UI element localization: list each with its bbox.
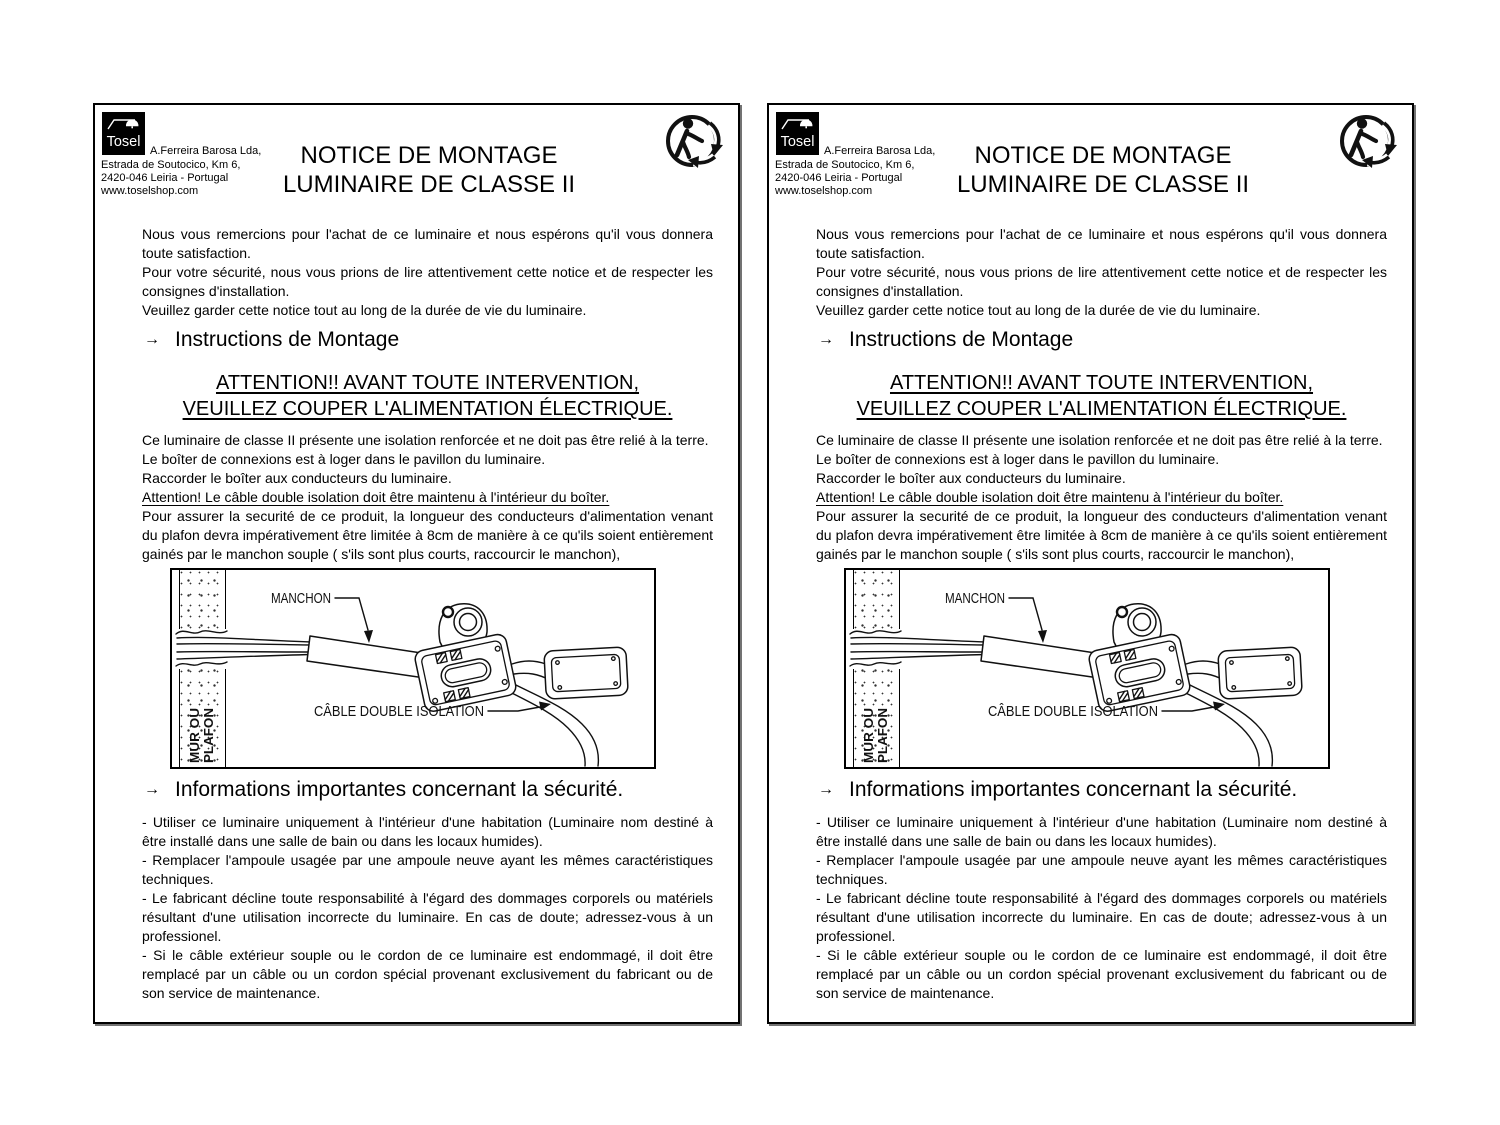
right-arrow-icon: → [144,781,160,798]
document-title-line2: LUMINAIRE DE CLASSE II [282,171,576,198]
company-address-line2: 2420-046 Leiria - Portugal [775,172,903,184]
warning-line-1: ATTENTION!! AVANT TOUTE INTERVENTION, [889,372,1314,394]
safety-bullets [142,813,713,1003]
section-heading-securite [818,778,1387,804]
section-heading-montage-label: Instructions de Montage [849,328,1074,351]
warning-line-2: VEUILLEZ COUPER L'ALIMENTATION ÉLECTRIQUE. [856,398,1347,420]
company-name: A.Ferreira Barosa Lda, [150,145,262,157]
company-website: www.toselshop.com [775,185,873,197]
document-title [215,141,643,199]
warning-line-2: VEUILLEZ COUPER L'ALIMENTATION ÉLECTRIQUE. [182,398,673,420]
document-title-line2: LUMINAIRE DE CLASSE II [956,171,1250,198]
installation-diagram-drawing [172,570,654,767]
intro-paragraph-2: Pour votre sécurité, nous vous prions de lire attentivement cette notice et de respecter les consignes d'installation. [816,264,1387,299]
page-header [769,105,1412,205]
class2-line-3: Raccorder le boîter aux conducteurs du luminaire. [816,470,1126,486]
diagram-label-wall-1: MUR OU [862,712,876,763]
installation-diagram-drawing [846,570,1328,767]
class2-line-1: Ce luminaire de classe II présente une isolation renforcée et ne doit pas être relié à la terre. [142,432,709,448]
sleeve-paragraph: Pour assurer la securité de ce produit, la longueur des conducteurs d'alimentation venant du plafon devra impérativement être limitée à 8cm de manière à ce qu'ils soient entièrement gainés par le manchon souple ( s'ils sont plus courts, raccourcir le manchon), [142,508,713,562]
diagram-label-wall-1: MUR OU [188,712,202,763]
intro-paragraph-1: Nous vous remercions pour l'achat de ce luminaire et nous espérons qu'il vous donnera toute satisfaction. [816,226,1387,261]
page-body [816,225,1387,1003]
diagram-label-manchon: MANCHON [945,590,1005,607]
tosel-logo [102,112,145,155]
class2-info [816,431,1387,488]
notice-page-right [767,103,1414,1024]
diagram-label-wall-2: PLAFON [202,711,216,763]
section-heading-securite-label: Informations importantes concernant la sécurité. [175,778,624,801]
safety-bullet-2: - Remplacer l'ampoule usagée par une ampoule neuve ayant les mêmes caractéristiques techniques. [142,852,713,887]
intro-paragraph-1: Nous vous remercions pour l'achat de ce luminaire et nous espérons qu'il vous donnera toute satisfaction. [142,226,713,261]
triman-recycling-icon [1338,110,1400,172]
section-heading-montage [144,328,713,354]
warning-heading [142,370,713,422]
company-address-line1: Estrada de Soutocico, Km 6, [775,159,915,171]
class2-line-2: Le boîter de connexions est à loger dans le pavillon du luminaire. [816,451,1220,467]
diagram-label-cable: CÂBLE DOUBLE ISOLATION [314,703,484,720]
document-title-line1: NOTICE DE MONTAGE [974,142,1232,169]
class2-line-3: Raccorder le boîter aux conducteurs du luminaire. [142,470,452,486]
intro-paragraph-3: Veuillez garder cette notice tout au long de la durée de vie du luminaire. [816,302,1261,318]
safety-bullet-2: - Remplacer l'ampoule usagée par une ampoule neuve ayant les mêmes caractéristiques techniques. [816,852,1387,887]
section-heading-montage-label: Instructions de Montage [175,328,400,351]
company-address-line1: Estrada de Soutocico, Km 6, [101,159,241,171]
desk-lamp-logo-icon [776,112,819,155]
page-body [142,225,713,1003]
desk-lamp-logo-icon [102,112,145,155]
right-arrow-icon: → [818,331,834,348]
diagram-label-manchon: MANCHON [271,590,331,607]
right-arrow-icon: → [818,781,834,798]
safety-bullet-1: - Utiliser ce luminaire uniquement à l'intérieur d'une habitation (Luminaire nom destiné à être installé dans une salle de bain ou dans les locaux humides). [816,814,1387,849]
section-heading-montage [818,328,1387,354]
section-heading-securite [144,778,713,804]
diagram-label-cable: CÂBLE DOUBLE ISOLATION [988,703,1158,720]
intro-paragraph-2: Pour votre sécurité, nous vous prions de lire attentivement cette notice et de respecter les consignes d'installation. [142,264,713,299]
tosel-logo [776,112,819,155]
intro-paragraph-3: Veuillez garder cette notice tout au long de la durée de vie du luminaire. [142,302,587,318]
attention-note: Attention! Le câble double isolation doit être maintenu à l'intérieur du boîter. [816,489,1284,505]
logo-brand-text: Tosel [106,134,141,150]
page-header [95,105,738,205]
safety-bullet-3: - Le fabricant décline toute responsabilité à l'égard des dommages corporels ou matériels résultant d'une utilisation incorrecte du luminaire. En cas de doute; adressez-vous à un professionel. [816,890,1387,944]
installation-diagram [170,568,656,769]
logo-brand-text: Tosel [780,134,815,150]
document-title-line1: NOTICE DE MONTAGE [300,142,558,169]
sleeve-paragraph: Pour assurer la securité de ce produit, la longueur des conducteurs d'alimentation venant du plafon devra impérativement être limitée à 8cm de manière à ce qu'ils soient entièrement gainés par le manchon souple ( s'ils sont plus courts, raccourcir le manchon), [816,508,1387,562]
safety-bullet-4: - Si le câble extérieur souple ou le cordon de ce luminaire est endommagé, il doit être remplacé par un câble ou un cordon spécial provenant exclusivement du fabricant ou de son service de maintenance. [142,947,713,1001]
company-website: www.toselshop.com [101,185,199,197]
warning-line-1: ATTENTION!! AVANT TOUTE INTERVENTION, [215,372,640,394]
class2-line-1: Ce luminaire de classe II présente une isolation renforcée et ne doit pas être relié à la terre. [816,432,1383,448]
right-arrow-icon: → [144,331,160,348]
safety-bullets [816,813,1387,1003]
triman-recycling-icon [664,110,726,172]
class2-line-2: Le boîter de connexions est à loger dans le pavillon du luminaire. [142,451,546,467]
section-heading-securite-label: Informations importantes concernant la sécurité. [849,778,1298,801]
safety-bullet-1: - Utiliser ce luminaire uniquement à l'intérieur d'une habitation (Luminaire nom destiné à être installé dans une salle de bain ou dans les locaux humides). [142,814,713,849]
company-address-line2: 2420-046 Leiria - Portugal [101,172,229,184]
class2-info [142,431,713,488]
diagram-label-wall-2: PLAFON [876,711,890,763]
safety-bullet-3: - Le fabricant décline toute responsabilité à l'égard des dommages corporels ou matériels résultant d'une utilisation incorrecte du luminaire. En cas de doute; adressez-vous à un professionel. [142,890,713,944]
attention-note: Attention! Le câble double isolation doit être maintenu à l'intérieur du boîter. [142,489,610,505]
notice-page-left [93,103,740,1024]
installation-diagram [844,568,1330,769]
safety-bullet-4: - Si le câble extérieur souple ou le cordon de ce luminaire est endommagé, il doit être remplacé par un câble ou un cordon spécial provenant exclusivement du fabricant ou de son service de maintenance. [816,947,1387,1001]
company-name: A.Ferreira Barosa Lda, [824,145,936,157]
warning-heading [816,370,1387,422]
document-title [889,141,1317,199]
